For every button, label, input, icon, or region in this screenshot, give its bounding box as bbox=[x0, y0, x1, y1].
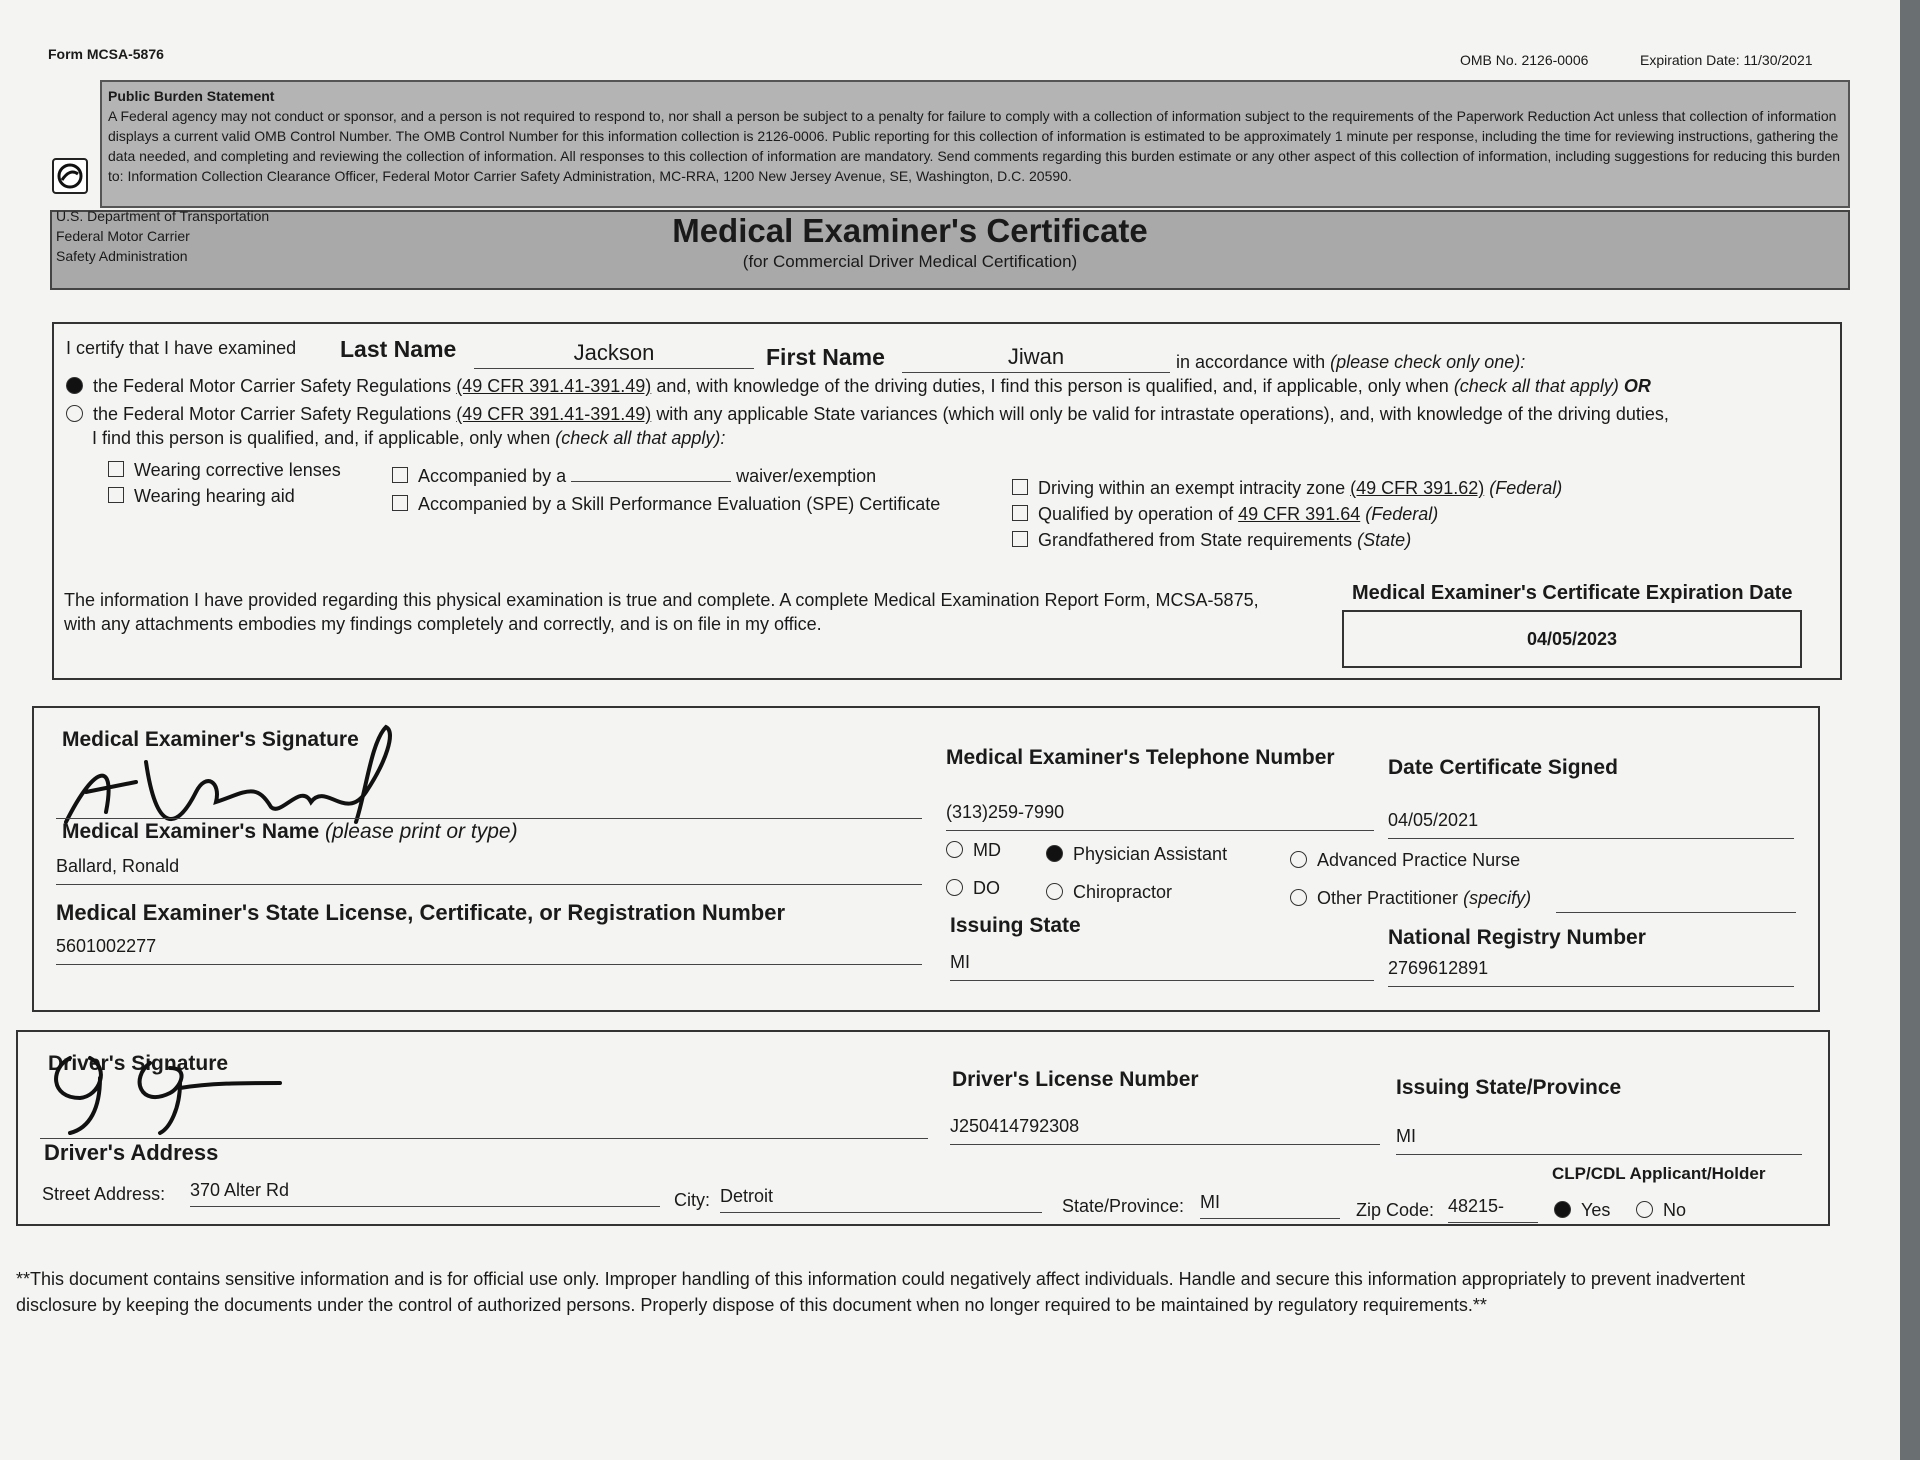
checkbox-hearing[interactable] bbox=[108, 486, 295, 507]
option-federal-text: the Federal Motor Carrier Safety Regulations bbox=[93, 376, 452, 396]
province-label: State/Province: bbox=[1062, 1196, 1185, 1216]
radio-md-circle[interactable] bbox=[946, 841, 963, 858]
checkbox-spe-box[interactable] bbox=[392, 495, 408, 511]
agency-line3: Safety Administration bbox=[56, 248, 188, 264]
option-state-text: the Federal Motor Carrier Safety Regulations bbox=[93, 404, 452, 424]
radio-no[interactable] bbox=[1636, 1200, 1686, 1221]
checkbox-lenses-box[interactable] bbox=[108, 461, 124, 477]
phone-field[interactable]: (313)259-7990 bbox=[946, 802, 1374, 831]
examiner-signature-label: Medical Examiner's Signature bbox=[62, 728, 359, 751]
form-number: Form MCSA-5876 bbox=[48, 46, 164, 62]
date-signed-field[interactable]: 04/05/2021 bbox=[1388, 810, 1794, 839]
option-federal-note: (check all that apply) bbox=[1453, 376, 1619, 396]
checkbox-intracity-box[interactable] bbox=[1012, 479, 1028, 495]
option-federal[interactable] bbox=[66, 376, 1651, 397]
checkbox-hearing-label: Wearing hearing aid bbox=[134, 486, 295, 506]
radio-do-label: DO bbox=[973, 878, 1000, 898]
page-edge bbox=[1900, 0, 1920, 1460]
examiner-name-label-text: Medical Examiner's Name bbox=[62, 820, 320, 843]
accordance-note: (please check only one): bbox=[1330, 352, 1526, 372]
checkbox-waiver-label: Accompanied by a bbox=[418, 466, 567, 486]
certification-statement: The information I have provided regarding this physical examination is true and complete. A complete Medical Examination Report Form, MCSA-5875, with any attachments embodies my findings completely and correctly, and is on file in my office. bbox=[64, 590, 1259, 634]
checkbox-waiver-box[interactable] bbox=[392, 467, 408, 483]
radio-no-circle[interactable] bbox=[1636, 1201, 1653, 1218]
radio-apn[interactable] bbox=[1290, 850, 1520, 871]
checkbox-waiver-post: waiver/exemption bbox=[736, 466, 877, 486]
option-state-radio[interactable] bbox=[66, 405, 83, 422]
examiner-name-label bbox=[62, 820, 518, 844]
radio-apn-label: Advanced Practice Nurse bbox=[1317, 850, 1521, 870]
option-state-post: with any applicable State variances (which will only be valid for intrastate operations), and, with knowledge of the driving duties, bbox=[656, 404, 1669, 424]
burden-text: A Federal agency may not conduct or sponsor, and a person is not required to respond to, nor shall a person be subject to a penalty for failure to comply with a collection of information subject to the requirements of the Paperwork Reduction Act unless that collection of information displays a current valid OMB Control Number. The OMB Control Number for this information collection is 2126-0006. Public reporting for this collection of information is estimated to be approximately 1 minute per response, including the time for reviewing instructions, gathering the data needed, and completing and reviewing the collection of information. All responses to this collection of information are mandatory. Send comments regarding this burden estimate or any other aspect of this collection of information, including suggestions for reducing this burden to: Information Collection Clearance Officer, Federal Motor Carrier Safety Administration, MC-RRA, 1200 New Jersey Avenue, SE, Washington, D.C. 20590. bbox=[108, 108, 1841, 184]
driver-state-field[interactable]: MI bbox=[1396, 1126, 1802, 1155]
checkbox-lenses-label: Wearing corrective lenses bbox=[134, 460, 341, 480]
radio-chiro-label: Chiropractor bbox=[1073, 882, 1173, 902]
checkbox-operation-note: (Federal) bbox=[1365, 504, 1439, 524]
agency-line1: U.S. Department of Transportation bbox=[56, 208, 270, 224]
expiration-label: Medical Examiner's Certificate Expiration Date bbox=[1352, 582, 1793, 604]
expiration-date-field[interactable]: 04/05/2023 bbox=[1342, 610, 1802, 668]
last-name-label: Last Name bbox=[340, 336, 457, 362]
page-subtitle: (for Commercial Driver Medical Certification) bbox=[742, 252, 1078, 271]
option-state[interactable] bbox=[66, 404, 1669, 425]
dot-logo-icon bbox=[52, 158, 88, 194]
checkbox-grandfathered[interactable] bbox=[1012, 530, 1411, 551]
radio-pa-label: Physician Assistant bbox=[1073, 844, 1228, 864]
radio-yes-circle[interactable] bbox=[1554, 1201, 1571, 1218]
clp-label: CLP/CDL Applicant/Holder bbox=[1552, 1164, 1766, 1183]
examiner-signature-line bbox=[56, 818, 922, 819]
option-federal-radio[interactable] bbox=[66, 377, 83, 394]
driver-license-label: Driver's License Number bbox=[952, 1068, 1199, 1091]
license-field[interactable]: 5601002277 bbox=[56, 936, 922, 965]
checkbox-intracity-ref: (49 CFR 391.62) bbox=[1350, 478, 1485, 498]
other-specify-line[interactable] bbox=[1556, 912, 1796, 913]
radio-chiro-circle[interactable] bbox=[1046, 883, 1063, 900]
checkbox-intracity-note: (Federal) bbox=[1489, 478, 1563, 498]
checkbox-lenses[interactable] bbox=[108, 460, 341, 481]
radio-do[interactable] bbox=[946, 878, 1000, 899]
option-state-ref: (49 CFR 391.41-391.49) bbox=[456, 404, 652, 424]
radio-other-label: Other Practitioner bbox=[1317, 888, 1459, 908]
radio-pa[interactable] bbox=[1046, 844, 1227, 865]
registry-field[interactable]: 2769612891 bbox=[1388, 958, 1794, 987]
zip-field[interactable]: 48215- bbox=[1448, 1196, 1538, 1223]
radio-other-note: (specify) bbox=[1463, 888, 1532, 908]
expiration-date: Expiration Date: 11/30/2021 bbox=[1640, 52, 1813, 68]
examiner-name-field[interactable]: Ballard, Ronald bbox=[56, 856, 922, 885]
checkbox-operation-box[interactable] bbox=[1012, 505, 1028, 521]
option-federal-post: and, with knowledge of the driving duties, I find this person is qualified, and, if applicable, only when bbox=[656, 376, 1449, 396]
page-title: Medical Examiner's Certificate bbox=[672, 212, 1148, 249]
checkbox-operation-label: Qualified by operation of bbox=[1038, 504, 1234, 524]
checkbox-operation[interactable] bbox=[1012, 504, 1438, 525]
examiner-name-note: (please print or type) bbox=[324, 820, 518, 843]
driver-signature[interactable] bbox=[40, 1038, 300, 1138]
zip-label: Zip Code: bbox=[1356, 1200, 1435, 1220]
waiver-blank[interactable] bbox=[571, 481, 731, 482]
city-label: City: bbox=[674, 1190, 710, 1210]
accordance-text: in accordance with bbox=[1176, 352, 1326, 372]
driver-address-label: Driver's Address bbox=[44, 1140, 219, 1165]
checkbox-grandfathered-box[interactable] bbox=[1012, 531, 1028, 547]
option-state-line2: I find this person is qualified, and, if applicable, only when bbox=[92, 428, 551, 448]
radio-yes[interactable] bbox=[1554, 1200, 1610, 1221]
issuing-state-field[interactable]: MI bbox=[950, 952, 1374, 981]
driver-signature-drawing bbox=[40, 1038, 300, 1138]
radio-md[interactable] bbox=[946, 840, 1001, 861]
public-burden-statement bbox=[100, 80, 1850, 208]
checkbox-spe-label: Accompanied by a Skill Performance Evaluation (SPE) Certificate bbox=[418, 494, 941, 514]
agency-line2: Federal Motor Carrier bbox=[56, 228, 190, 244]
driver-state-label: Issuing State/Province bbox=[1396, 1076, 1622, 1099]
radio-other-circle[interactable] bbox=[1290, 889, 1307, 906]
radio-pa-circle[interactable] bbox=[1046, 845, 1063, 862]
checkbox-operation-ref: 49 CFR 391.64 bbox=[1238, 504, 1361, 524]
option-or: OR bbox=[1623, 376, 1651, 396]
checkbox-grandfathered-label: Grandfathered from State requirements bbox=[1038, 530, 1353, 550]
registry-label: National Registry Number bbox=[1388, 926, 1646, 949]
first-name-label: First Name bbox=[766, 344, 885, 370]
street-label: Street Address: bbox=[42, 1184, 166, 1204]
driver-signature-line bbox=[40, 1138, 928, 1139]
checkbox-intracity[interactable] bbox=[1012, 478, 1562, 499]
license-label: Medical Examiner's State License, Certificate, or Registration Number bbox=[56, 900, 786, 925]
option-state-note: (check all that apply): bbox=[555, 428, 726, 448]
radio-no-label: No bbox=[1663, 1200, 1687, 1220]
checkbox-hearing-box[interactable] bbox=[108, 487, 124, 503]
checkbox-intracity-label: Driving within an exempt intracity zone bbox=[1038, 478, 1346, 498]
omb-number: OMB No. 2126-0006 bbox=[1460, 52, 1589, 68]
street-field[interactable]: 370 Alter Rd bbox=[190, 1180, 660, 1207]
issuing-state-label: Issuing State bbox=[950, 914, 1081, 937]
radio-other[interactable] bbox=[1290, 888, 1531, 909]
radio-md-label: MD bbox=[973, 840, 1001, 860]
radio-chiro[interactable] bbox=[1046, 882, 1172, 903]
burden-title: Public Burden Statement bbox=[108, 88, 275, 104]
checkbox-spe[interactable] bbox=[392, 494, 940, 515]
first-name-field[interactable]: Jiwan bbox=[902, 344, 1170, 373]
phone-label: Medical Examiner's Telephone Number bbox=[946, 746, 1335, 769]
province-field[interactable]: MI bbox=[1200, 1192, 1340, 1219]
sensitive-notice: **This document contains sensitive information and is for official use only. Improper handling of this information could negatively affect individuals. Handle and secure this information appropriately to prevent inadvertent disclosure by keeping the documents under the control of authorized persons. Properly dispose of this document when no longer required to be maintained by regulatory requirements.** bbox=[16, 1269, 1745, 1315]
option-federal-ref: (49 CFR 391.41-391.49) bbox=[456, 376, 652, 396]
radio-do-circle[interactable] bbox=[946, 879, 963, 896]
city-field[interactable]: Detroit bbox=[720, 1186, 1042, 1213]
agency-name bbox=[56, 206, 269, 266]
last-name-field[interactable]: Jackson bbox=[474, 340, 754, 369]
certify-intro: I certify that I have examined bbox=[66, 338, 297, 358]
radio-apn-circle[interactable] bbox=[1290, 851, 1307, 868]
checkbox-waiver[interactable] bbox=[392, 466, 876, 487]
driver-signature-label: Driver's Signature bbox=[48, 1052, 229, 1075]
checkbox-grandfathered-note: (State) bbox=[1357, 530, 1412, 550]
date-signed-label: Date Certificate Signed bbox=[1388, 756, 1618, 779]
radio-yes-label: Yes bbox=[1581, 1200, 1611, 1220]
driver-license-field[interactable]: J250414792308 bbox=[950, 1116, 1380, 1145]
